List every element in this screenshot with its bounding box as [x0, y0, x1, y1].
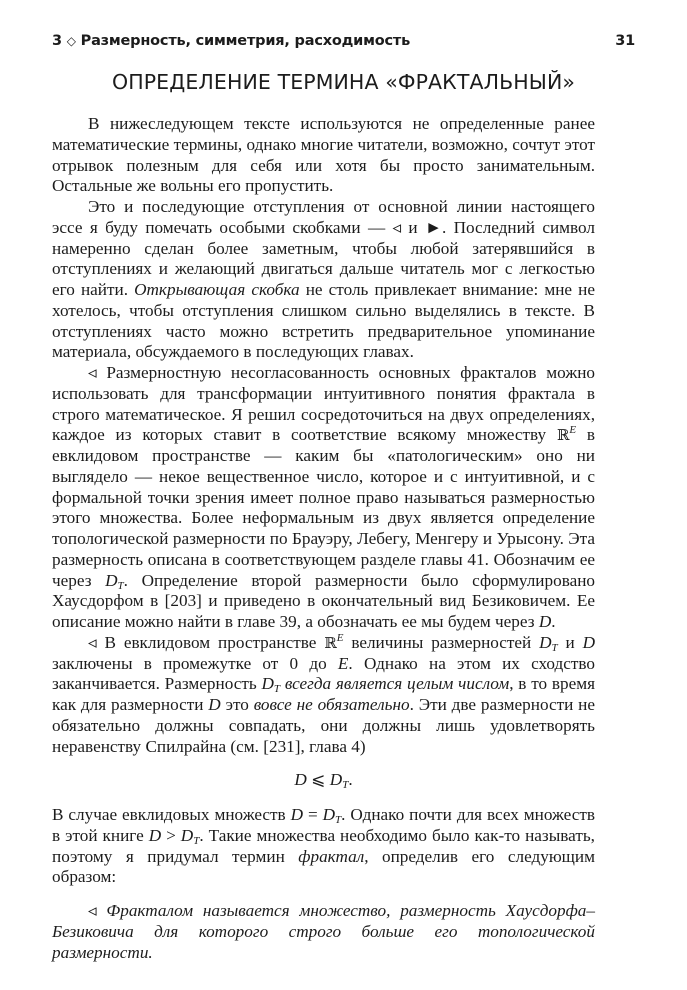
inequality-formula: D ⩽ $D_T$.: [294, 770, 353, 792]
paragraph-intro: В нижеследующем тексте используются не определенные ранее математические термины, однако многие читатели, возможно, сочтут этот отрывок полезным для себя или хотя бы просто занимательным. Остальные же вольны его пропустить.: [52, 114, 595, 196]
running-header: [52, 33, 635, 55]
paragraph-brackets: Это и последующие отступления от основной линии настоящего эссе я буду помечать особыми скобками — ◃ и ►. Последний символ намеренно сделан более заметным, чтобы любой затерявшийся в отступлениях и желающий двигаться дальше читатель мог с легкостью его найти. Открывающая скобка не столь привлекает внимание: мне не хотелось, чтобы отступления слишком сильно выделялись в тексте. В отступлениях часто можно встретить предварительное упоминание материала, обсуждаемого в последующих главах.: [52, 197, 596, 362]
page-number: 31: [615, 33, 635, 49]
paragraph-dimensions: ◃ Размерностную несогласованность основных фракталов можно использовать для трансформации интуитивного понятия фрактала в строго математическое. Я решил сосредоточиться на двух определениях, каждое из которых ставит в соответствие всякому множеству ℝ$^E$ в евклидовом пространстве — каким бы «патологическим» оно ни выглядело — некое вещественное число, которое и с интуитивной, и с формальной точки зрения имеет полное право называться размерностью этого множества. Более неформальным из двух является определение топологической размерности по Брауэру, Лебегу, Менгеру и Урысону. Эта размерность описана в соответствующем разделе главы 41. Обозначим ее через $D_T$. Определение второй размерности было сформулировано Хаусдорфом в [203] и приведено в окончательный вид Безиковичем. Ее описание можно найти в главе 39, а обозначать ее мы будем через D.: [52, 363, 596, 631]
paragraph-comparison: ◃ В евклидовом пространстве ℝ$^E$ величины размерностей $D_T$ и D заключены в промежутке от 0 до E. Однако на этом их сходство заканчивается. Размерность $D_T$ всегда является целым числом, в то время как для размерности D это вовсе не обязательно. Эти две размерности не обязательно должны совпадать, они должны лишь удовлетворять неравенству Спилрайна (см. [231], глава 4): [52, 631, 596, 756]
body-text: [52, 114, 595, 963]
fractal-definition: ◃ Фракталом называется множество, размерность Хаусдорфа–Безиковича для которого строго больше его топологической размерности.: [52, 901, 595, 962]
paragraph-fractal-term: В случае евклидовых множеств $D = D_T$. Однако почти для всех множеств в этой книге $D > D_T$. Такие множества необходимо было как-то называть, поэтому я придумал термин фрактал, определив его следующим образом:: [52, 805, 595, 887]
chapter-heading: 3 ◇ Размерность, симметрия, расходимость: [52, 33, 411, 49]
section-title: ОПРЕДЕЛЕНИЕ ТЕРМИНА «ФРАКТАЛЬНЫЙ»: [111, 70, 576, 94]
